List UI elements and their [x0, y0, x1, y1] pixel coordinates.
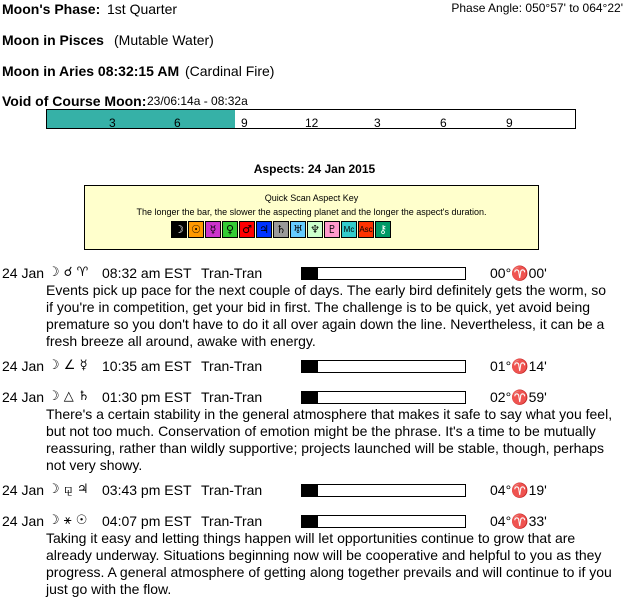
aspect-duration-bar — [301, 484, 466, 497]
moon-in-aries-note: (Cardinal Fire) — [185, 63, 275, 79]
aspect-type: Tran-Tran — [201, 513, 263, 529]
key-swatch-row — [171, 221, 392, 238]
uranus-icon: ♅ — [290, 221, 306, 238]
sun-icon: ☉ — [188, 221, 204, 238]
voc-tick: 3 — [109, 116, 116, 130]
aspect-position: 01°♈14' — [490, 358, 547, 374]
aspect-glyphs: ☽ ⚼ ♃ — [48, 482, 89, 497]
venus-icon: ♀ — [222, 221, 238, 238]
voc-tick: 9 — [506, 116, 513, 130]
aspect-type: Tran-Tran — [201, 358, 263, 374]
aspect-duration-bar — [301, 267, 466, 280]
mars-icon: ♂ — [239, 221, 255, 238]
phase-value: 1st Quarter — [107, 1, 178, 17]
chiron-icon: ⚷ — [375, 221, 391, 238]
midheaven-icon: Mc — [341, 221, 357, 238]
aspect-duration-bar — [301, 391, 466, 404]
voc-tick: 6 — [440, 116, 447, 130]
jupiter-icon: ♃ — [256, 221, 272, 238]
aspect-duration-fill — [302, 485, 318, 496]
saturn-icon: ♄ — [273, 221, 289, 238]
moon-icon: ☽ — [171, 221, 187, 238]
mercury-icon: ☿ — [205, 221, 221, 238]
aspect-date: 24 Jan — [2, 513, 45, 529]
moon-in-pisces-note: (Mutable Water) — [114, 32, 214, 48]
aspect-time: 08:32 am EST — [102, 265, 192, 281]
aspect-duration-fill — [302, 361, 318, 372]
void-of-course-value: 23/06:14a - 08:32a — [147, 94, 248, 108]
aspect-type: Tran-Tran — [201, 265, 263, 281]
aspect-duration-bar — [301, 515, 466, 528]
aspect-position: 04°♈19' — [490, 482, 547, 498]
aspect-time: 10:35 am EST — [102, 358, 192, 374]
aspect-glyphs: ☽ △ ♄ — [48, 389, 90, 404]
aspect-duration-fill — [302, 392, 318, 403]
aspect-date: 24 Jan — [2, 358, 45, 374]
aspect-description: Events pick up pace for the next couple of days. The early bird definitely gets the worm, so if you're in competition, get your bid in first. The challenge is to be quick, yet avoid being premature so you don't have to do it all over again down the line. Nevertheless, it can be a fresh breeze all around, awake with energy. — [46, 282, 607, 349]
aspect-row — [0, 389, 629, 406]
phase-label: Moon's Phase: — [2, 1, 101, 17]
voc-tick: 3 — [374, 116, 381, 130]
phase-angle: Phase Angle: 050°57' to 064°22' — [451, 1, 623, 15]
key-title: Quick Scan Aspect Key — [264, 193, 359, 203]
aspect-date: 24 Jan — [2, 389, 45, 405]
aspect-date: 24 Jan — [2, 482, 45, 498]
aspect-row — [0, 513, 629, 530]
aspect-description: There's a certain stability in the general atmosphere that makes it safe to say what you feel, but not too much. Conservation of emotion might be the phrase. It's a time to be mutually reassuring, rather than wildly supportive; projects launched will be stable, though, perhaps not very showy. — [46, 406, 613, 473]
aspect-time: 01:30 pm EST — [102, 389, 192, 405]
aspect-row — [0, 265, 629, 282]
aspect-glyphs: ☽ ⚹ ☉ — [48, 513, 88, 528]
void-of-course-label: Void of Course Moon: — [2, 93, 147, 109]
aspect-glyphs: ☽ ☌ ♈ — [48, 265, 89, 280]
voc-tick: 12 — [305, 116, 319, 130]
key-description: The longer the bar, the slower the aspecting planet and the longer the aspect's duration. — [136, 207, 487, 217]
aspect-duration-fill — [302, 516, 318, 527]
ascendant-icon: Asc — [358, 221, 374, 238]
aspects-title: Aspects: 24 Jan 2015 — [253, 162, 376, 176]
void-of-course-bar — [46, 109, 576, 129]
aspect-position: 04°♈33' — [490, 513, 547, 529]
aspect-position: 00°♈00' — [490, 265, 547, 281]
void-of-course-fill — [47, 110, 235, 128]
quick-scan-aspect-key — [84, 185, 539, 250]
aspect-date: 24 Jan — [2, 265, 45, 281]
aspect-type: Tran-Tran — [201, 482, 263, 498]
aspect-row — [0, 358, 629, 375]
aspect-row — [0, 482, 629, 499]
voc-tick: 6 — [174, 116, 181, 130]
aspect-duration-bar — [301, 360, 466, 373]
pluto-icon: ♇ — [324, 221, 340, 238]
moon-in-aries: Moon in Aries 08:32:15 AM — [2, 63, 180, 79]
aspect-position: 02°♈59' — [490, 389, 547, 405]
moon-in-pisces: Moon in Pisces — [2, 32, 104, 48]
aspect-glyphs: ☽ ∠ ☿ — [48, 358, 88, 373]
aspect-duration-fill — [302, 268, 318, 279]
aspect-description: Taking it easy and letting things happen will let opportunities continue to grow that are already underway. Situations beginning now will be cooperative and helpful to you as they progress. A general atmosphere of getting along together prevails and will continue to if you just go with the flow. — [46, 530, 612, 597]
aspect-time: 04:07 pm EST — [102, 513, 192, 529]
aspect-time: 03:43 pm EST — [102, 482, 192, 498]
neptune-icon: ♆ — [307, 221, 323, 238]
voc-tick: 9 — [241, 116, 248, 130]
aspect-type: Tran-Tran — [201, 389, 263, 405]
